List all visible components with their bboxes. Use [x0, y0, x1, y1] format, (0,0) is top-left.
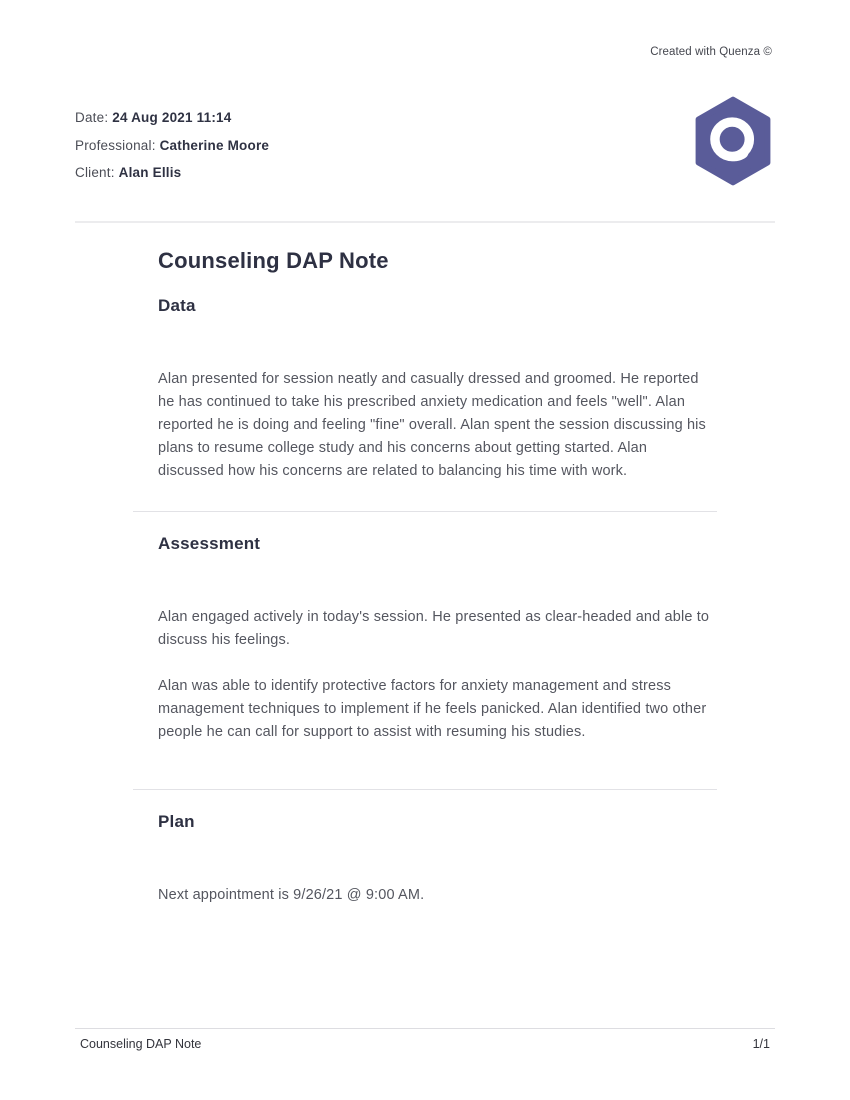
date-value: 24 Aug 2021 11:14 [112, 110, 232, 125]
client-value: Alan Ellis [118, 165, 182, 180]
section-plan-heading: Plan [158, 812, 195, 831]
client-label: Client: [75, 165, 115, 180]
quenza-logo-icon [690, 96, 776, 186]
meta-client-row [75, 159, 269, 187]
professional-label: Professional: [75, 137, 156, 153]
page-footer [75, 1028, 775, 1051]
footer-page-indicator: 1/1 [752, 1037, 770, 1051]
section-data [133, 296, 717, 511]
section-plan [133, 789, 717, 935]
created-with-watermark: Created with Quenza © [650, 46, 772, 58]
date-label: Date: [75, 110, 109, 125]
section-assessment [133, 511, 717, 789]
note-content [133, 222, 717, 935]
note-title: Counseling DAP Note [158, 248, 389, 273]
section-plan-paragraph: Next appointment is 9/26/21 @ 9:00 AM. [158, 887, 425, 903]
section-assessment-paragraph-2: Alan was able to identify protective factors for anxiety management and stress management techniques to implement if he feels panicked. Alan identified two other people he can call for support to assist with resuming his studies. [158, 678, 707, 740]
professional-value: Catherine Moore [159, 137, 270, 153]
section-assessment-paragraph-1: Alan engaged actively in today's session. He presented as clear-headed and able to discuss his feelings. [158, 609, 710, 648]
section-data-paragraph: Alan presented for session neatly and casually dressed and groomed. He reported he has continued to take his prescribed anxiety medication and feels "well". Alan reported he is doing and feeling "fine" overall. Alan spent the session discussing his plans to resume college study and his concerns about getting started. Alan discussed how his concerns are related to balancing his time with work. [158, 371, 706, 479]
section-data-heading: Data [158, 296, 196, 315]
meta-professional-row [75, 132, 269, 160]
note-meta [75, 104, 269, 187]
section-assessment-heading: Assessment [158, 534, 261, 553]
meta-date-row [75, 104, 269, 132]
footer-title: Counseling DAP Note [80, 1037, 202, 1051]
